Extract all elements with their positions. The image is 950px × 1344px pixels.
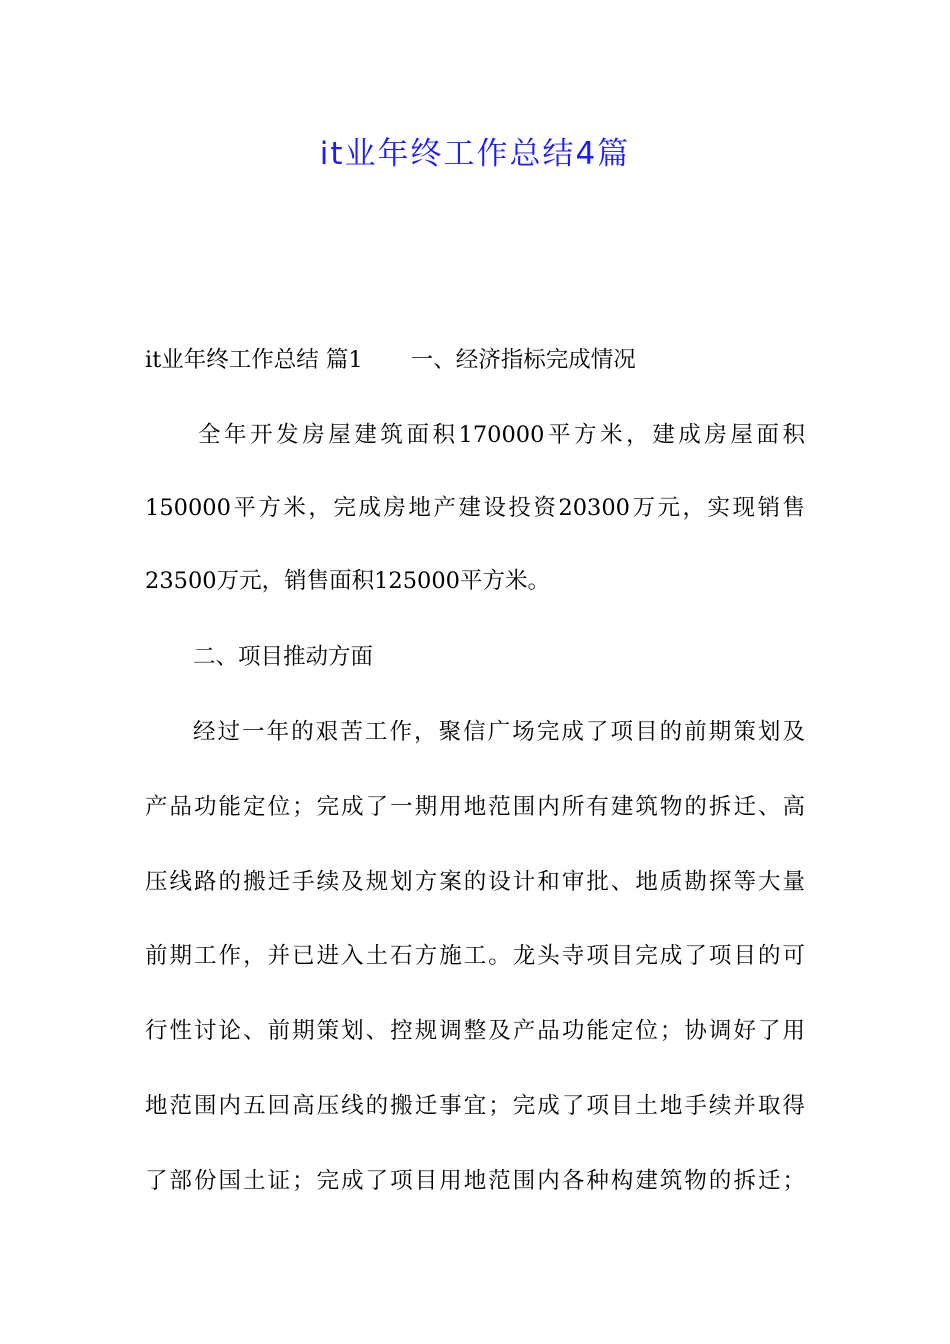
paragraph-line-1: 全年开发房屋建筑面积170000平方米，建成房屋面积 — [198, 422, 805, 448]
paragraph-line-2: 150000平方米，完成房地产建设投资20300万元，实现销售 — [145, 495, 805, 521]
paragraph-line-7: 前期工作，并已进入土石方施工。龙头寺项目完成了项目的可 — [145, 943, 805, 969]
paragraph-line-4: 经过一年的艰苦工作，聚信广场完成了项目的前期策划及 — [193, 719, 805, 745]
paragraph-line-6: 压线路的搬迁手续及规划方案的设计和审批、地质勘探等大量 — [145, 869, 805, 895]
paragraph-line-5: 产品功能定位；完成了一期用地范围内所有建筑物的拆迁、高 — [145, 794, 805, 820]
document-title: it业年终工作总结4篇 — [319, 136, 631, 172]
paragraph-line-3: 23500万元，销售面积125000平方米。 — [145, 568, 550, 594]
paragraph-line-8: 行性讨论、前期策划、控规调整及产品功能定位；协调好了用 — [145, 1018, 805, 1044]
heading-part-section: 一、经济指标完成情况 — [410, 347, 636, 373]
section-heading — [145, 349, 636, 372]
paragraph-line-9: 地范围内五回高压线的搬迁事宜；完成了项目土地手续并取得 — [145, 1093, 805, 1119]
heading-part-title: it业年终工作总结 篇1 — [145, 347, 363, 373]
section-heading-2: 二、项目推动方面 — [193, 644, 374, 670]
paragraph-line-10: 了部份国土证；完成了项目用地范围内各种构建筑物的拆迁； — [145, 1168, 805, 1194]
